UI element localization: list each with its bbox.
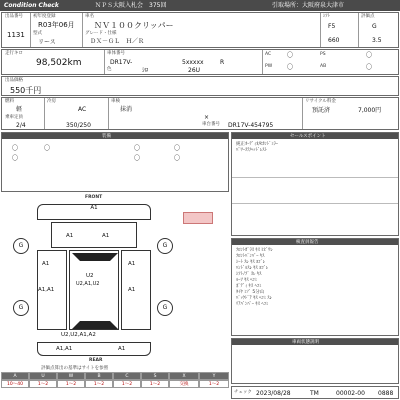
legend-label-w: W xyxy=(57,372,85,380)
panel-hood-right: A1 xyxy=(102,233,110,239)
vehicle-state-title: 車両状態説明 xyxy=(292,339,319,345)
inspector-line-8: ﾀｲﾔ ﾐｿﾞ 5分山 xyxy=(236,290,265,295)
panel-rear-right: A1 xyxy=(118,346,126,352)
shift-label: ｼﾌﾄ xyxy=(323,14,330,19)
car-grade: ＤＸ－ＧＬ Ｈ／Ｒ xyxy=(90,38,145,45)
ps-value: 〇 xyxy=(366,52,373,59)
wheel-front-right: G xyxy=(157,238,173,254)
legend-label-c: C xyxy=(113,372,141,380)
legend-value-x: 交換 xyxy=(169,380,199,388)
legend-value-y: 1〜2 xyxy=(199,380,229,388)
frame-model: DR17V- xyxy=(110,59,133,66)
footer-bar xyxy=(231,386,399,399)
legend-value-b: 1〜2 xyxy=(85,380,113,388)
mileage-label: 走行キロ xyxy=(5,51,23,56)
rear-label: REAR xyxy=(89,358,103,363)
inspector-initials: TM xyxy=(310,390,319,397)
equip-item-3: 〇 xyxy=(134,145,141,152)
vehicle-info-row3a xyxy=(1,76,399,96)
seat-value: 2/4 xyxy=(16,122,26,129)
pw-label: PW xyxy=(265,64,273,69)
inspector-line-10: ﾘｱﾊﾞﾝﾊﾟｰ ｷｽ ﾍｺﾐ xyxy=(236,302,269,307)
equip-item-2: 〇 xyxy=(44,145,51,152)
legend-label-x: X xyxy=(169,372,199,380)
right-side xyxy=(121,250,151,330)
frame-suffix: R xyxy=(220,59,225,66)
rear-bumper xyxy=(37,342,151,356)
seat-label: 乗車定員 xyxy=(5,115,23,120)
grade-label: グレード・仕様 xyxy=(85,31,117,36)
front-bumper xyxy=(37,204,151,220)
load-value: 350/250 xyxy=(66,122,91,129)
wheel-rear-left: G xyxy=(13,300,29,316)
wheel-rear-right: G xyxy=(157,300,173,316)
legend-label-y: Y xyxy=(199,372,229,380)
price-value: 550千円 xyxy=(10,86,42,95)
equip-item-5: 〇 xyxy=(12,155,19,162)
ab-label: AB xyxy=(320,64,327,69)
inspector-line-1: ﾌﾛﾝﾄｶﾞﾗｽ ｷｽ ﾋﾋﾞﾜﾚ xyxy=(236,248,273,253)
score-label: 評価点 xyxy=(361,14,375,19)
panel-hood-left: A1 xyxy=(66,233,74,239)
frame-label: 車体番号 xyxy=(107,51,125,56)
inspector-line-9: ﾊﾞｯｸﾄﾞｱ ｷｽ ﾍｺﾐ ｽﾚ xyxy=(236,296,272,301)
panel-rear-door: U2,U2,A1,A2 xyxy=(61,332,96,338)
panel-left-door: A1,A1 xyxy=(38,287,55,293)
ps-label: PS xyxy=(320,52,326,57)
body-type: リース xyxy=(38,39,56,46)
aircon-value: AC xyxy=(78,106,87,113)
legend-value-u: 1〜2 xyxy=(29,380,57,388)
sales-point-1: 純正ｵｰﾃﾞｨｵ/ｾｶﾝﾄﾞﾐﾗｰ xyxy=(236,142,279,147)
check-num: 0888 xyxy=(378,390,394,397)
equip-item-7: 〇 xyxy=(174,155,181,162)
inspector-title: 検査員報告 xyxy=(296,239,319,245)
panel-roof-mid: U2,A1,U2 xyxy=(76,281,100,287)
panel-roof-top: U2 xyxy=(86,273,94,279)
vehicle-state-box xyxy=(231,338,399,384)
legend-help: 評価点算出の基準はサイトを参照 xyxy=(41,366,109,371)
legend-label-a: A xyxy=(1,372,29,380)
color-value: ｼﾛ xyxy=(142,67,149,74)
vehicle-info-row1 xyxy=(1,12,399,48)
left-side xyxy=(37,250,67,330)
inspector-line-5: ｼﾌﾄﾉﾌﾞ ｽﾚ ｷｽ xyxy=(236,272,262,277)
inspector-report-box xyxy=(231,238,399,336)
name-label: 車名 xyxy=(85,14,94,19)
color-label: 色 xyxy=(107,67,112,72)
sales-points-title: セールスポイント xyxy=(290,133,326,139)
frame-number: 5xxxxx xyxy=(182,59,204,66)
hood xyxy=(51,222,137,248)
legend-value-s: 1〜2 xyxy=(141,380,169,388)
damage-diagram xyxy=(1,192,229,366)
equip-item-4: 〇 xyxy=(174,145,181,152)
color-code: 26U xyxy=(188,67,201,74)
front-label: FRONT xyxy=(85,195,103,200)
inspection-label: 車検 xyxy=(111,99,120,104)
check-code: 00002-00 xyxy=(336,390,365,397)
ac-label: AC xyxy=(265,52,272,57)
mileage-value: 98,502km xyxy=(36,58,82,68)
interior-score: G xyxy=(372,23,377,30)
equip-item-1: 〇 xyxy=(12,145,19,152)
auction-name: ＮＰＳ大阪入札会 375回 xyxy=(95,2,167,9)
inspection-value: 抹消 xyxy=(120,106,133,113)
roof xyxy=(69,250,119,330)
plate-label: 車台番号 xyxy=(202,122,220,127)
first-registration: R03年06月 xyxy=(38,21,75,29)
vehicle-info-row2 xyxy=(1,49,399,75)
panel-left-front: A1 xyxy=(42,261,50,267)
lot-label: 出品番号 xyxy=(5,14,23,19)
header-bar xyxy=(0,0,400,11)
pickup-location: 引取場所：大阪府泉大津市 xyxy=(272,2,345,9)
plate-value: DR17V-454795 xyxy=(228,122,274,129)
stamp-box xyxy=(183,212,213,224)
sales-point-2: ﾊﾟﾜｰｽﾃ/ﾍｯﾄﾞﾚｽﾄ xyxy=(236,148,267,153)
aircon-label: 冷房 xyxy=(47,99,56,104)
body-label: 型式 xyxy=(33,31,42,36)
legend-label-b: B xyxy=(85,372,113,380)
legend-label-u: U xyxy=(29,372,57,380)
inspector-line-3: ｼｰﾄ ｽﾚ ｷｽ ﾖｺﾞﾚ xyxy=(236,260,266,265)
rear-door xyxy=(51,332,137,342)
legend-table xyxy=(1,366,229,386)
pw-value: 〇 xyxy=(287,64,294,71)
inspector-line-7: ﾎﾞﾃﾞｨ ｷｽ ﾍｺﾐ xyxy=(236,284,262,289)
sales-points-box xyxy=(231,132,399,236)
equipment-box xyxy=(1,132,229,192)
ab-value: 〇 xyxy=(366,64,373,71)
panel-right-door: A1 xyxy=(128,287,136,293)
lot-number: 1131 xyxy=(7,31,25,39)
legend-label-s: S xyxy=(141,372,169,380)
recycle-amount: 7,000円 xyxy=(358,107,382,114)
legend-value-w: 1〜2 xyxy=(57,380,85,388)
inspector-line-6: ﾙｰﾌ ｷｽ ﾍｺﾐ xyxy=(236,278,257,283)
ac-value: 〇 xyxy=(287,52,294,59)
legend-value-c: 1〜2 xyxy=(113,380,141,388)
fuel-value: 軽 xyxy=(16,106,23,113)
shift-type: F5 xyxy=(328,23,336,30)
equip-item-6: 〇 xyxy=(134,155,141,162)
engine-cc: 660 xyxy=(328,37,340,44)
check-label: チェック xyxy=(234,390,252,395)
recycle-status: 預託済 xyxy=(312,107,331,114)
year-label: 初年度登録 xyxy=(33,14,56,19)
equipment-title: 装備 xyxy=(102,133,111,139)
car-model: ＮＶ１００クリッパー xyxy=(94,21,174,30)
overall-score: 3.5 xyxy=(372,37,382,44)
panel-front-bumper: A1 xyxy=(90,205,98,211)
price-label: 出品価格 xyxy=(5,78,23,83)
panel-right-front: A1 xyxy=(128,261,136,267)
inspector-line-4: ﾊﾝﾄﾞﾙｽﾚ ｷｽ ﾖｺﾞﾚ xyxy=(236,266,269,271)
inspector-line-2: ﾌﾛﾝﾄﾊﾞﾝﾊﾟｰ ｷｽ xyxy=(236,254,265,259)
panel-rear-left: A1,A1 xyxy=(56,346,73,352)
header-title: Condition Check xyxy=(4,2,59,9)
fuel-label: 燃料 xyxy=(5,99,14,104)
recycle-label: リサイクル料金 xyxy=(305,99,336,104)
doors-value: × xyxy=(204,114,210,121)
check-date: 2023/08/28 xyxy=(256,390,291,397)
wheel-front-left: G xyxy=(13,238,29,254)
legend-value-a: 10〜40 xyxy=(1,380,29,388)
roof-window-icon xyxy=(70,251,120,331)
vehicle-info-row3b xyxy=(1,97,399,130)
